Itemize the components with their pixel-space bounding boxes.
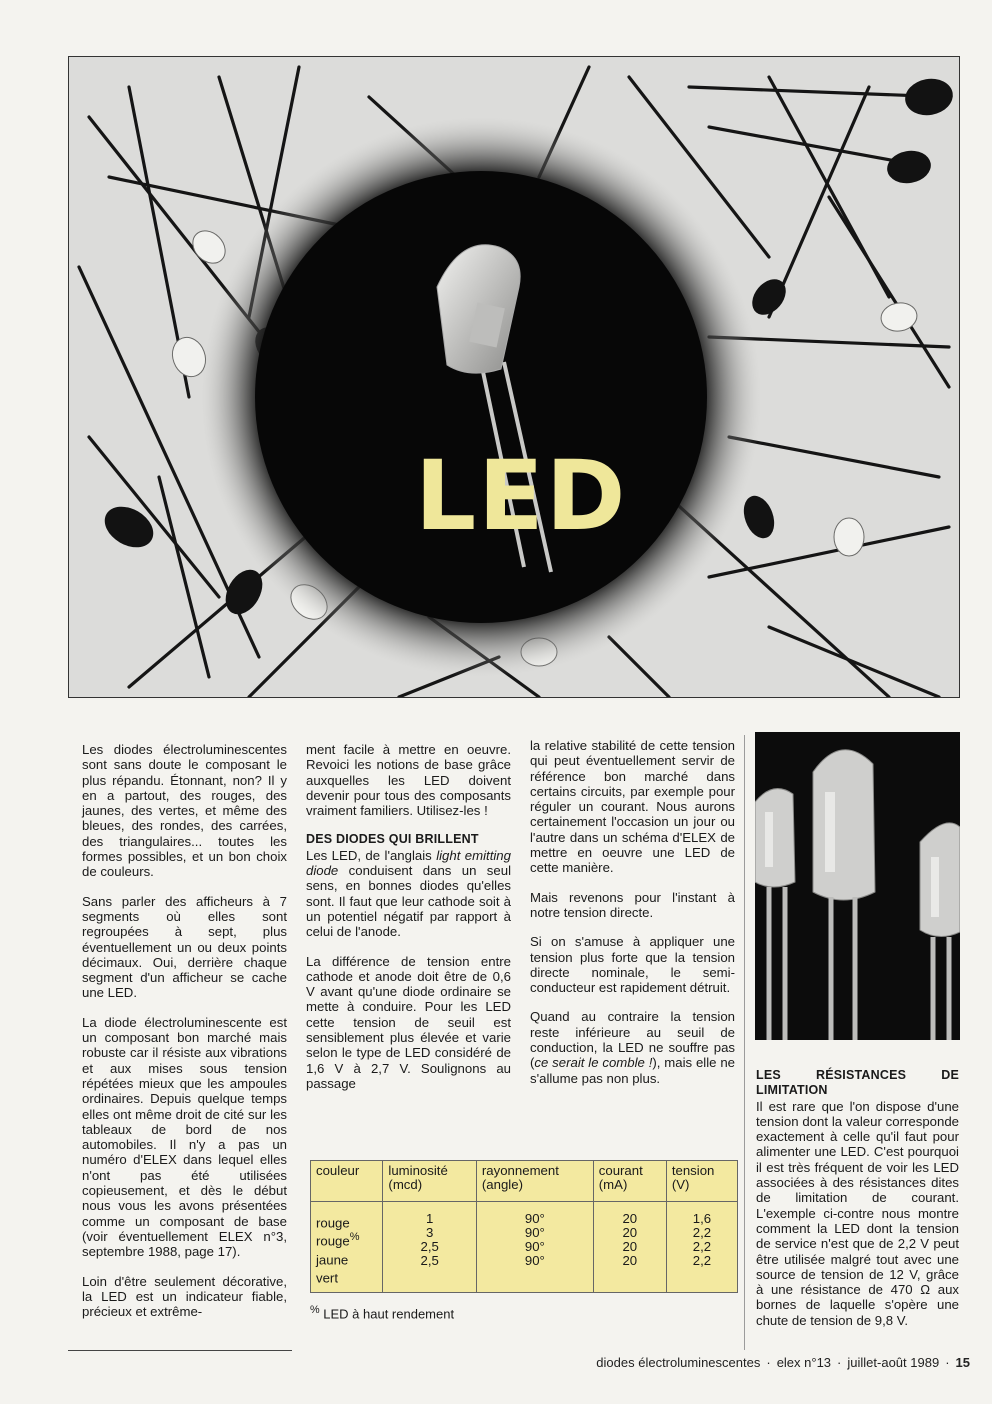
section-heading: LES RÉSISTANCES DE LIMITATION — [756, 1068, 959, 1098]
table-cell: 90° — [524, 1239, 545, 1254]
table-cell: 20 — [622, 1253, 638, 1268]
column-4 — [756, 1068, 959, 1342]
paragraph: Les LED, de l'anglais light emitting diode conduisent dans un seul sens, en bonnes diodes qu'elles sont. Il faut que leur cathode soit à un potentiel négatif par rapport à celui de l'anode. — [306, 847, 511, 940]
paragraph: La différence de tension entre cathode et anode doit être de 0,6 V avant qu'une diode ordinaire se mette à conduire. Pour les LED cette tension de seuil est sensiblement plus élevée et varie selon le type de LED considéré de 1,6 V à 2,7 V. Soulignons au passage — [306, 953, 511, 1091]
table-cell: 1,6 — [692, 1211, 712, 1226]
column-1 — [82, 742, 287, 1333]
paragraph: Loin d'être seulement décorative, la LED est un indicateur fiable, précieux et extrême- — [82, 1273, 287, 1320]
led-closeup-illustration — [755, 732, 960, 1040]
paragraph: Mais revenons pour l'instant à notre tension directe. — [530, 889, 735, 920]
table-cell: 2,2 — [692, 1253, 712, 1268]
tension-column — [666, 1202, 737, 1293]
column-3 — [530, 738, 735, 1100]
table-cell: rouge% — [316, 1231, 360, 1249]
table-header: luminosité (mcd) — [383, 1161, 476, 1202]
table-header: couleur — [311, 1161, 383, 1202]
paragraph: ment facile à mettre en oeuvre. Revoici les notions de base grâce auxquelles les LED doivent devenir pour tous des composants vraiment familiers. Utilisez-les ! — [306, 742, 511, 819]
footer-issue: elex n°13 — [776, 1355, 832, 1370]
table-header: tension (V) — [666, 1161, 737, 1202]
paragraph: La diode électroluminescente est un composant bon marché mais robuste car il résiste aux vibrations et aux mises sous tension répétées mieux que les ampoules ordinaires. Depuis quelque temps elles ont même droit de cité sur les tableaux de bord de nos automobiles. Il n'y a pas un numéro d'ELEX dans lequel elles n'ont pas été utilisées copieusement, et dès le début nous vous les avons présentées comme un composant de base (voir éventuellement ELEX n°3, septembre 1988, page 17). — [82, 1014, 287, 1260]
page-number: 15 — [955, 1355, 970, 1370]
table-cell: 2,5 — [420, 1253, 439, 1268]
table-cell: 2,2 — [692, 1225, 712, 1240]
section-heading: DES DIODES QUI BRILLENT — [306, 832, 479, 847]
paragraph: la relative stabilité de cette tension qui peut éventuellement servir de référence bon marché dans certains circuits, par exemple pour réguler un courant. Nous aurons certainement l'occasion un jour ou l'autre dans un schéma d'ELEX de mettre en oeuvre une LED de cette manière. — [530, 738, 735, 876]
table-cell: 2,5 — [420, 1239, 439, 1254]
table-cell: 20 — [622, 1239, 638, 1254]
table-header-row — [311, 1161, 738, 1202]
column-divider — [744, 735, 745, 1350]
couleur-column — [311, 1202, 383, 1293]
hero-title: LED — [415, 440, 628, 552]
footnote-mark: % — [310, 1304, 320, 1316]
led-collage-illustration — [69, 57, 959, 697]
table-cell: 20 — [622, 1225, 638, 1240]
paragraph: Sans parler des afficheurs à 7 segments où elles sont regroupées à sept, plus éventuellement un ou deux points décimaux. Oui, derrière chaque segment d'un afficheur se cache une LED. — [82, 893, 287, 1001]
paragraph: Quand au contraire la tension reste inférieure au seuil de conduction, la LED ne souffre pas (ce serait le comble !), mais elle ne s'allume pas non plus. — [530, 1009, 735, 1086]
table-header: courant (mA) — [593, 1161, 666, 1202]
footer-topic: diodes électroluminescentes — [596, 1355, 761, 1370]
hero-photo — [68, 56, 960, 698]
table-header: rayonnement (angle) — [476, 1161, 593, 1202]
table-footnote — [310, 1304, 454, 1321]
column-baseline — [68, 1350, 292, 1351]
page-footer: diodes électroluminescentes · elex n°13 · juillet-août 1989 · 15 — [596, 1355, 970, 1370]
footnote-text: LED à haut rendement — [323, 1306, 455, 1322]
table-cell: 3 — [425, 1225, 434, 1240]
paragraph: Les diodes électroluminescentes sont sans doute le composant le plus répandu. Étonnant, non? Il y en a partout, des rouges, des jaunes, des vertes, et même des bleues, des rondes, des carrées, des triangulaires... toutes les formes possibles, et un bon choix de couleurs. — [82, 742, 287, 880]
table-cell: 90° — [524, 1225, 545, 1240]
table-cell: rouge — [316, 1215, 350, 1231]
table-cell: jaune — [316, 1252, 349, 1268]
inset-photo — [755, 732, 960, 1040]
led-characteristics-table — [310, 1160, 738, 1293]
luminosite-column — [383, 1202, 476, 1293]
paragraph: Si on s'amuse à appliquer une tension plus forte que la tension directe nominale, le semi-conducteur est rapidement détruit. — [530, 934, 735, 996]
table-cell: 20 — [622, 1211, 638, 1226]
paragraph: Il est rare que l'on dispose d'une tension dont la valeur corresponde exactement à celle qu'il faut pour alimenter une LED. C'est pourquoi il est très fréquent de voir les LED associées à des résistances dites de limitation de courant. L'exemple ci-contre nous montre comment la LED dont la tension de service n'est que de 2,2 V peut être utilisée malgré tout avec une source de tension de 12 V, grâce à une résistance de 470 Ω aux bornes de laquelle s'opère une chute de tension de 9,8 V. — [756, 1098, 959, 1328]
courant-column — [593, 1202, 666, 1293]
column-2 — [306, 742, 511, 1105]
angle-column — [476, 1202, 593, 1293]
footer-date: juillet-août 1989 — [847, 1355, 940, 1370]
table-cell: 90° — [524, 1253, 545, 1268]
table-body-row — [311, 1202, 738, 1293]
table-cell: 90° — [524, 1211, 545, 1226]
table-cell: 2,2 — [692, 1239, 712, 1254]
table-cell: 1 — [425, 1211, 434, 1226]
table-cell: vert — [316, 1270, 338, 1286]
